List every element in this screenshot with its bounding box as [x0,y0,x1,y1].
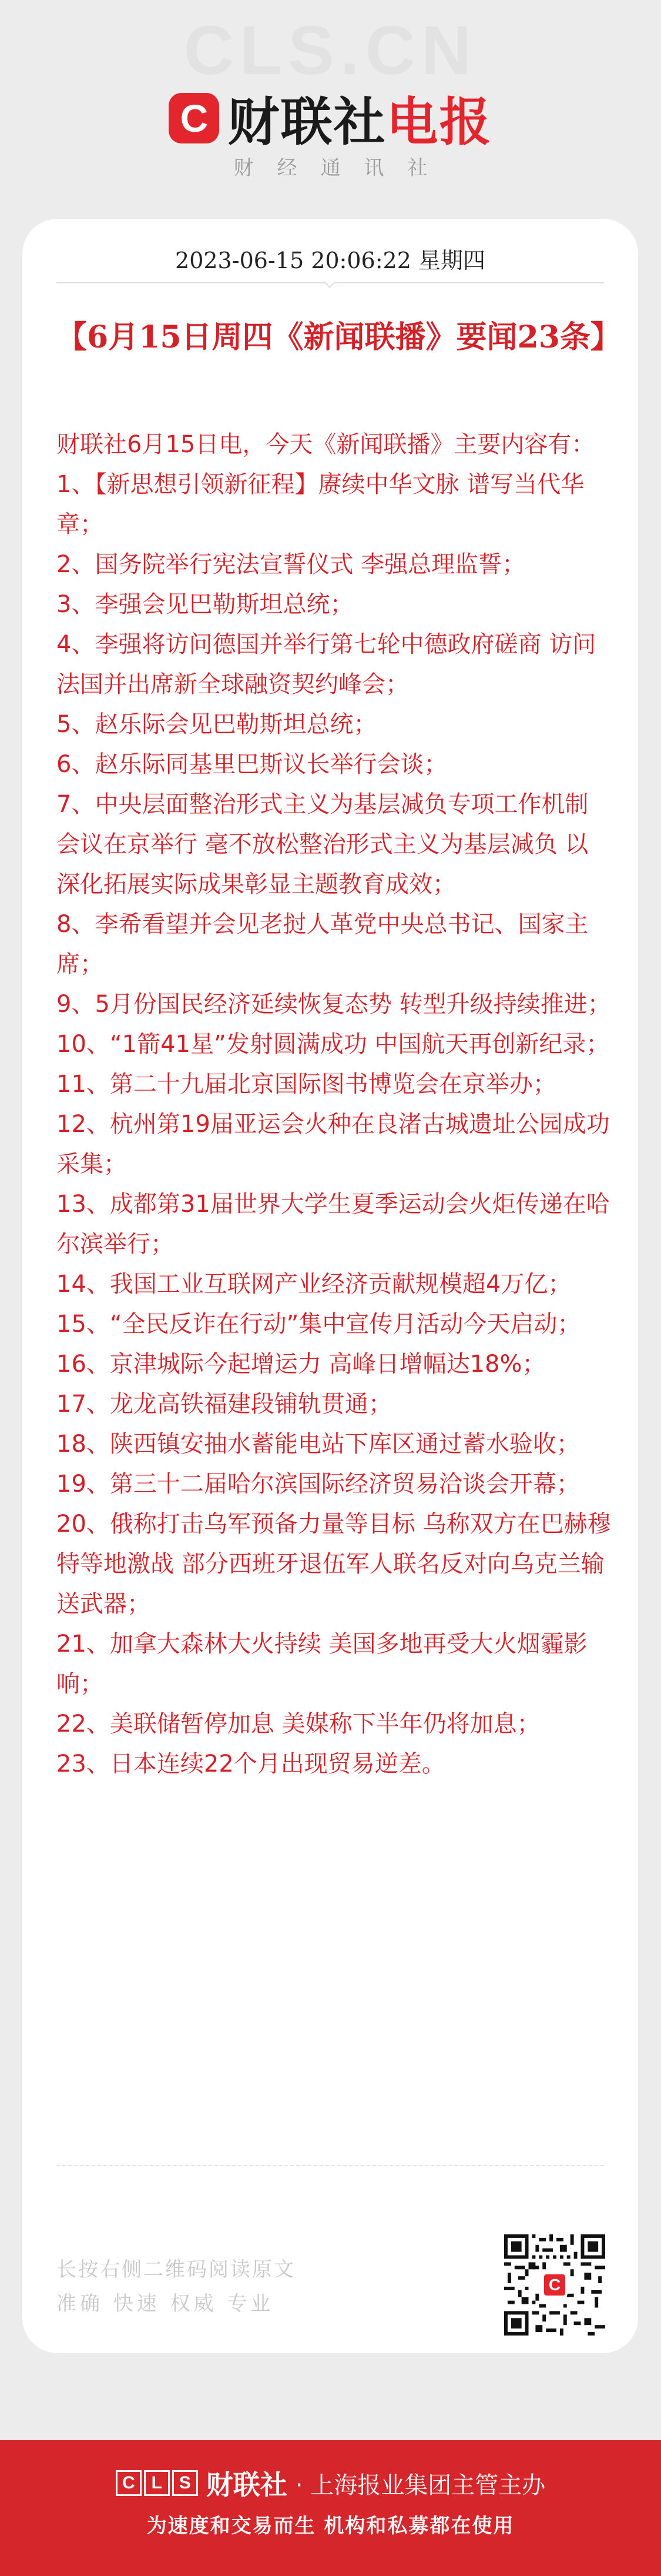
footer-org: · 上海报业集团主管主办 [295,2471,546,2499]
news-item: 14、我国工业互联网产业经济贡献规模超4万亿； [56,1271,572,1298]
footer-divider [56,2165,604,2166]
news-item: 21、加拿大森林大火持续 美国多地再受大火烟霾影响； [56,1631,588,1698]
news-item: 8、李希看望并会见老挝人革党中央总书记、国家主席； [56,911,589,978]
news-item: 1、【新思想引领新征程】赓续中华文脉 谱写当代华章； [56,471,585,538]
news-item: 4、李强将访问德国并举行第七轮中德政府磋商 访问法国并出席新全球融资契约峰会； [56,631,596,698]
article-intro: 财联社6月15日电，今天《新闻联播》主要内容有： [56,431,595,458]
cls-letter: L [144,2470,170,2496]
brand-name-black: 财联社 [227,92,387,152]
brand-name [227,81,492,155]
article-datetime: 2023-06-15 20:06:22 星期四 [175,248,485,273]
cls-letters-logo [116,2470,198,2496]
brand-logo-block [0,81,661,155]
news-item: 15、“全民反诈在行动”集中宣传月活动今天启动； [56,1311,581,1338]
cls-letter: C [116,2470,142,2496]
watermark-text: CLS.CN [183,12,478,89]
news-item: 11、第二十九届北京国际图书博览会在京举办； [56,1071,556,1098]
news-item: 3、李强会见巴勒斯坦总统； [56,591,354,618]
brand-subtitle: 财经通讯社 [233,156,451,180]
news-item: 16、京津城际今起增运力 高峰日增幅达18%； [56,1351,546,1378]
news-item: 9、5月份国民经济延续恢复态势 转型升级持续推进； [56,991,611,1018]
article-body [56,425,612,1784]
news-item: 5、赵乐际会见巴勒斯坦总统； [56,711,377,738]
page-footer [0,2440,661,2576]
article-card [22,219,638,2353]
news-item: 7、中央层面整治形式主义为基层减负专项工作机制会议在京举行 毫不放松整治形式主义为基层减负 以深化拓展实际成果彰显主题教育成效； [56,791,589,898]
news-item: 10、“1箭41星”发射圆满成功 中国航天再创新纪录； [56,1031,610,1058]
cls-logo-icon: C [169,93,219,143]
news-item: 17、龙龙高铁福建段铺轨贯通； [56,1391,392,1418]
qr-code-icon[interactable] [504,2234,605,2336]
cls-logo-icon: C [542,2272,568,2298]
news-item: 23、日本连续22个月出现贸易逆差。 [56,1750,445,1778]
news-item: 12、杭州第19届亚运会火种在良渚古城遗址公园成功采集； [56,1111,610,1178]
news-item: 18、陕西镇安抽水蓄能电站下库区通过蓄水验收； [56,1431,580,1458]
news-item: 22、美联储暂停加息 美媒称下半年仍将加息； [56,1710,541,1738]
news-item: 6、赵乐际同基里巴斯议长举行会谈； [56,751,448,778]
news-item: 20、俄称打击乌军预备力量等目标 乌称双方在巴赫穆特等地激战 部分西班牙退伍军人联名反对向乌克兰输送武器； [56,1511,611,1618]
news-item: 19、第三十二届哈尔滨国际经济贸易洽谈会开幕； [56,1471,580,1498]
cls-letter: S [172,2470,198,2496]
footer-brand-line [0,2464,661,2503]
news-item: 13、成都第31届世界大学生夏季运动会火炬传递在哈尔滨举行； [56,1191,610,1258]
qr-hint-text: 长按右侧二维码阅读原文 [56,2258,296,2281]
article-headline: 【6月15日周四《新闻联播》要闻23条】 [56,319,621,355]
page-header [0,0,661,212]
brand-name-red: 电报 [386,92,492,152]
footer-brand-name: 财联社 [206,2469,287,2501]
divider-notch [324,276,335,288]
footer-slogan: 为速度和交易而生 机构和私募都在使用 [146,2514,515,2538]
news-item: 2、国务院举行宪法宣誓仪式 李强总理监誓； [56,551,526,578]
brand-tags: 准确 快速 权威 专业 [56,2292,274,2316]
